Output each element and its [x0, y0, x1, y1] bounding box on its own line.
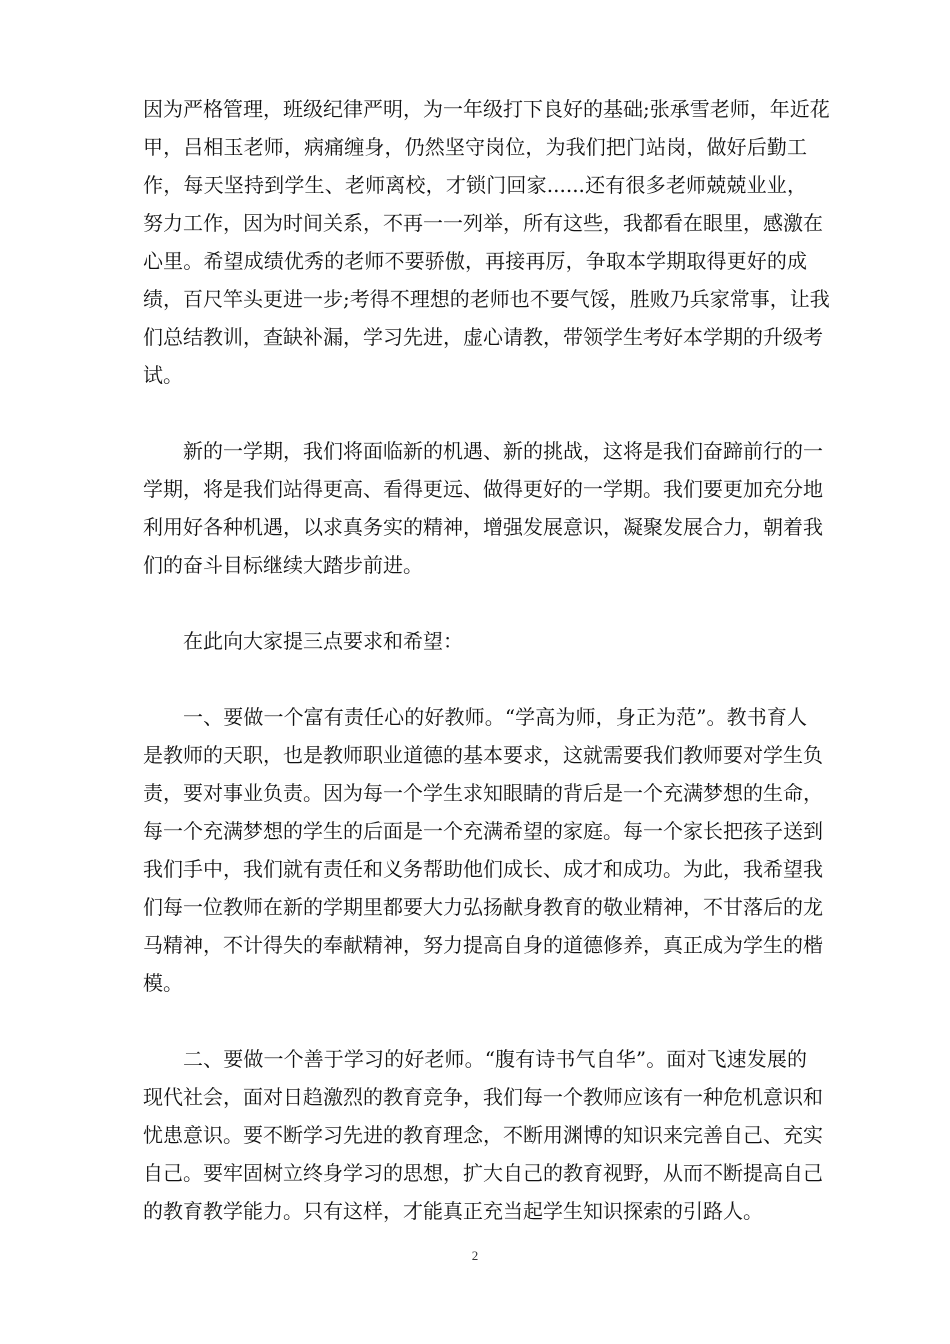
text-line: 因为严格管理，班级纪律严明，为一年级打下良好的基础;张承雪老师，年近花 — [143, 97, 830, 121]
text-line: 新的一学期，我们将面临新的机遇、新的挑战，这将是我们奋蹄前行的一 — [183, 439, 823, 463]
paragraph-2 — [143, 432, 823, 584]
text-line: 心里。希望成绩优秀的老师不要骄傲，再接再厉，争取本学期取得更好的成 — [143, 249, 807, 273]
paragraph-gap — [143, 584, 807, 622]
text-line: 甲，吕相玉老师，病痛缠身，仍然坚守岗位，为我们把门站岗，做好后勤工 — [143, 135, 807, 159]
text-line: 的教育教学能力。只有这样，才能真正充当起学生知识探索的引路人。 — [143, 1199, 763, 1223]
text-line: 自己。要牢固树立终身学习的思想，扩大自己的教育视野，从而不断提高自己 — [143, 1161, 823, 1185]
document-body — [143, 90, 830, 1230]
paragraph-gap — [143, 1002, 807, 1040]
text-line: 二、要做一个善于学习的好老师。“腹有诗书气自华”。面对飞速发展的 — [183, 1047, 807, 1071]
text-line: 马精神，不计得失的奉献精神，努力提高自身的道德修养，真正成为学生的楷 — [143, 933, 823, 957]
paragraph-3 — [143, 622, 807, 660]
text-line: 每一个充满梦想的学生的后面是一个充满希望的家庭。每一个家长把孩子送到 — [143, 819, 823, 843]
text-line: 在此向大家提三点要求和希望： — [183, 629, 463, 653]
text-line: 忧患意识。要不断学习先进的教育理念，不断用渊博的知识来完善自己、充实 — [143, 1123, 823, 1147]
text-line: 模。 — [143, 971, 183, 995]
text-line: 绩，百尺竿头更进一步;考得不理想的老师也不要气馁，胜败乃兵家常事，让我 — [143, 287, 830, 311]
paragraph-5 — [143, 1040, 823, 1230]
text-line: 现代社会，面对日趋激烈的教育竞争，我们每一个教师应该有一种危机意识和 — [143, 1085, 823, 1109]
text-line: 努力工作，因为时间关系，不再一一列举，所有这些，我都看在眼里，感激在 — [143, 211, 823, 235]
text-line: 是教师的天职，也是教师职业道德的基本要求，这就需要我们教师要对学生负 — [143, 743, 823, 767]
text-line: 试。 — [143, 363, 183, 387]
paragraph-gap — [143, 394, 807, 432]
text-line: 一、要做一个富有责任心的好教师。“学高为师，身正为范”。教书育人 — [183, 705, 807, 729]
text-line: 作，每天坚持到学生、老师离校，才锁门回家......还有很多老师兢兢业业， — [143, 173, 807, 197]
text-line: 学期，将是我们站得更高、看得更远、做得更好的一学期。我们要更加充分地 — [143, 477, 823, 501]
page-number: 2 — [471, 1248, 479, 1263]
text-line: 利用好各种机遇，以求真务实的精神，增强发展意识，凝聚发展合力，朝着我 — [143, 515, 823, 539]
text-line: 们的奋斗目标继续大踏步前进。 — [143, 553, 423, 577]
text-line: 们总结教训，查缺补漏，学习先进，虚心请教，带领学生考好本学期的升级考 — [143, 325, 823, 349]
text-line: 们每一位教师在新的学期里都要大力弘扬献身教育的敬业精神，不甘落后的龙 — [143, 895, 823, 919]
text-line: 我们手中，我们就有责任和义务帮助他们成长、成才和成功。为此，我希望我 — [143, 857, 823, 881]
paragraph-4 — [143, 698, 823, 1002]
text-line: 责，要对事业负责。因为每一个学生求知眼睛的背后是一个充满梦想的生命， — [143, 781, 823, 805]
paragraph-gap — [143, 660, 807, 698]
paragraph-1 — [143, 90, 830, 394]
